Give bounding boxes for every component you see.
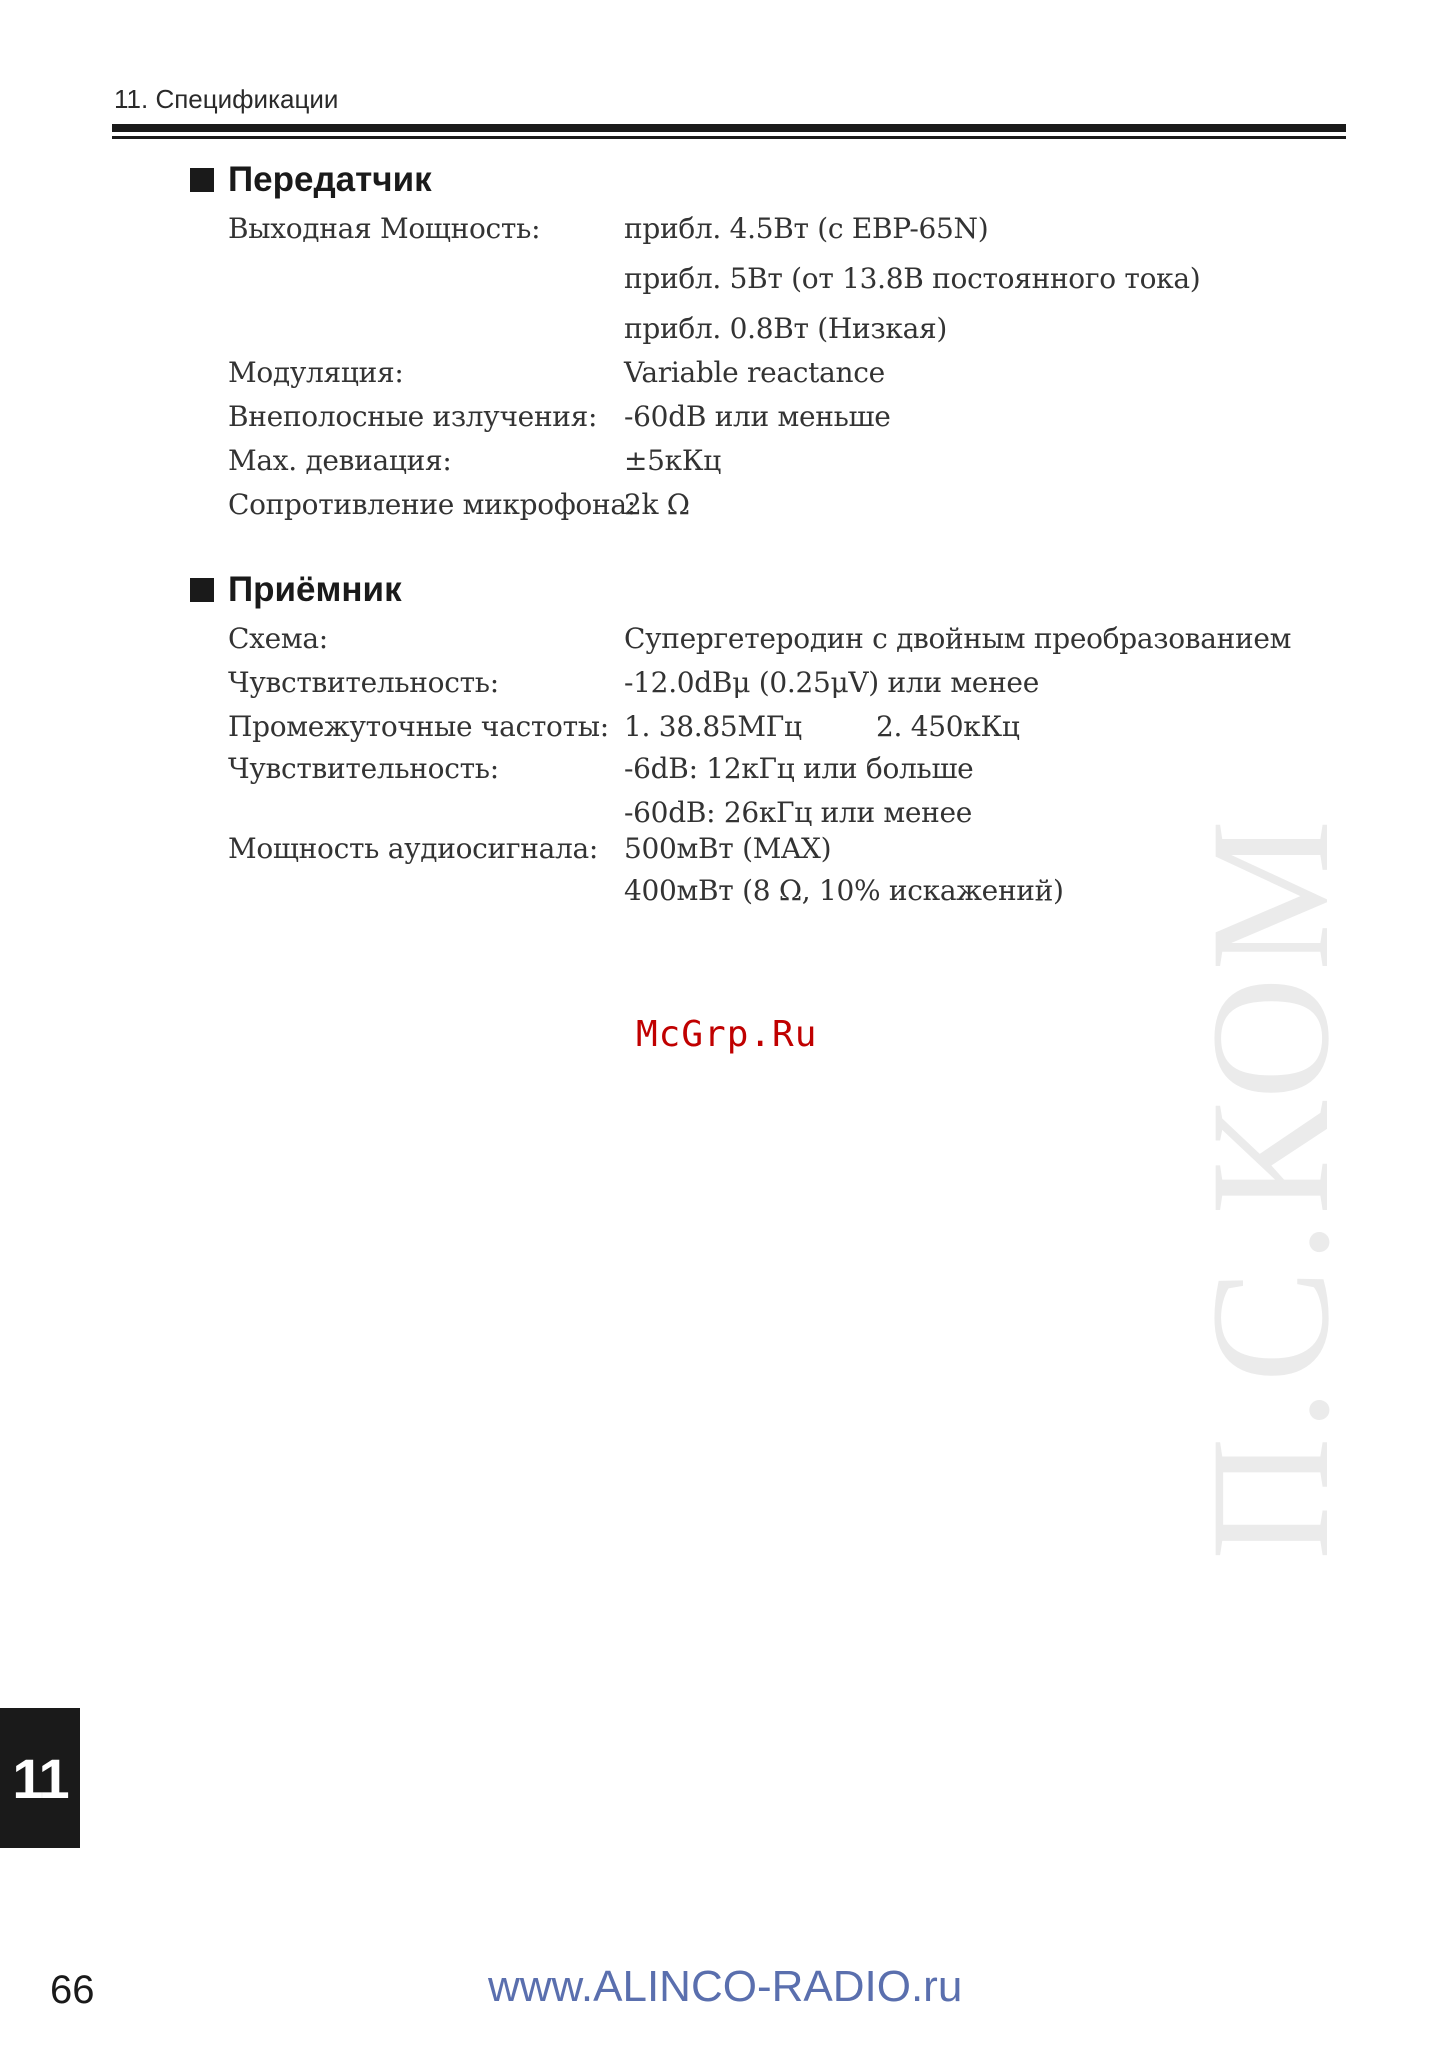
- spec-label: Схема:: [228, 622, 328, 655]
- spec-value: 1. 38.85МГц: [624, 710, 802, 743]
- spec-value: 2. 450кКц: [876, 710, 1020, 743]
- spec-label: Сопротивление микрофона:: [228, 488, 636, 521]
- spec-value: прибл. 5Вт (от 13.8В постоянного тока): [624, 262, 1201, 295]
- square-bullet-icon: [190, 578, 214, 602]
- chapter-tab: 11: [0, 1708, 80, 1848]
- spec-value: -60dB: 26кГц или менее: [624, 796, 973, 829]
- spec-value: 400мВт (8 Ω, 10% искажений): [624, 874, 1064, 907]
- receiver-heading-text: Приёмник: [228, 570, 402, 609]
- footer-url-link[interactable]: www.ALINCO-RADIO.ru: [488, 1962, 963, 2011]
- square-bullet-icon: [190, 168, 214, 192]
- spec-value: ±5кКц: [624, 444, 721, 477]
- receiver-heading: [190, 570, 402, 610]
- header-rule-thin: [112, 136, 1346, 139]
- spec-value: -6dB: 12кГц или больше: [624, 752, 974, 785]
- spec-value: прибл. 0.8Вт (Низкая): [624, 312, 947, 345]
- spec-label: Внеполосные излучения:: [228, 400, 598, 433]
- watermark: П.С.КОМ: [1176, 813, 1364, 1560]
- chapter-title: 11. Спецификации: [114, 84, 339, 114]
- spec-value: прибл. 4.5Вт (с EBP-65N): [624, 212, 989, 245]
- spec-value: Супергетеродин с двойным преобразованием: [624, 622, 1292, 655]
- spec-label: Выходная Мощность:: [228, 212, 541, 245]
- page-number: 66: [50, 1968, 95, 2012]
- spec-label: Чувствительность:: [228, 752, 499, 785]
- spec-label: Чувствительность:: [228, 666, 499, 699]
- site-stamp: McGrp.Ru: [636, 1014, 818, 1055]
- spec-value: 500мВт (MAX): [624, 832, 832, 865]
- spec-value: Variable reactance: [624, 356, 885, 389]
- spec-value: -12.0dBμ (0.25μV) или менее: [624, 666, 1039, 699]
- header-rule-thick: [112, 124, 1346, 132]
- spec-value: 2k Ω: [624, 488, 690, 521]
- spec-label: Модуляция:: [228, 356, 404, 389]
- spec-label: Max. девиация:: [228, 444, 452, 477]
- spec-label: Промежуточные частоты:: [228, 710, 609, 743]
- spec-label: Мощность аудиосигнала:: [228, 832, 599, 865]
- transmitter-heading: [190, 160, 432, 200]
- transmitter-heading-text: Передатчик: [228, 160, 432, 199]
- spec-value: -60dB или меньше: [624, 400, 891, 433]
